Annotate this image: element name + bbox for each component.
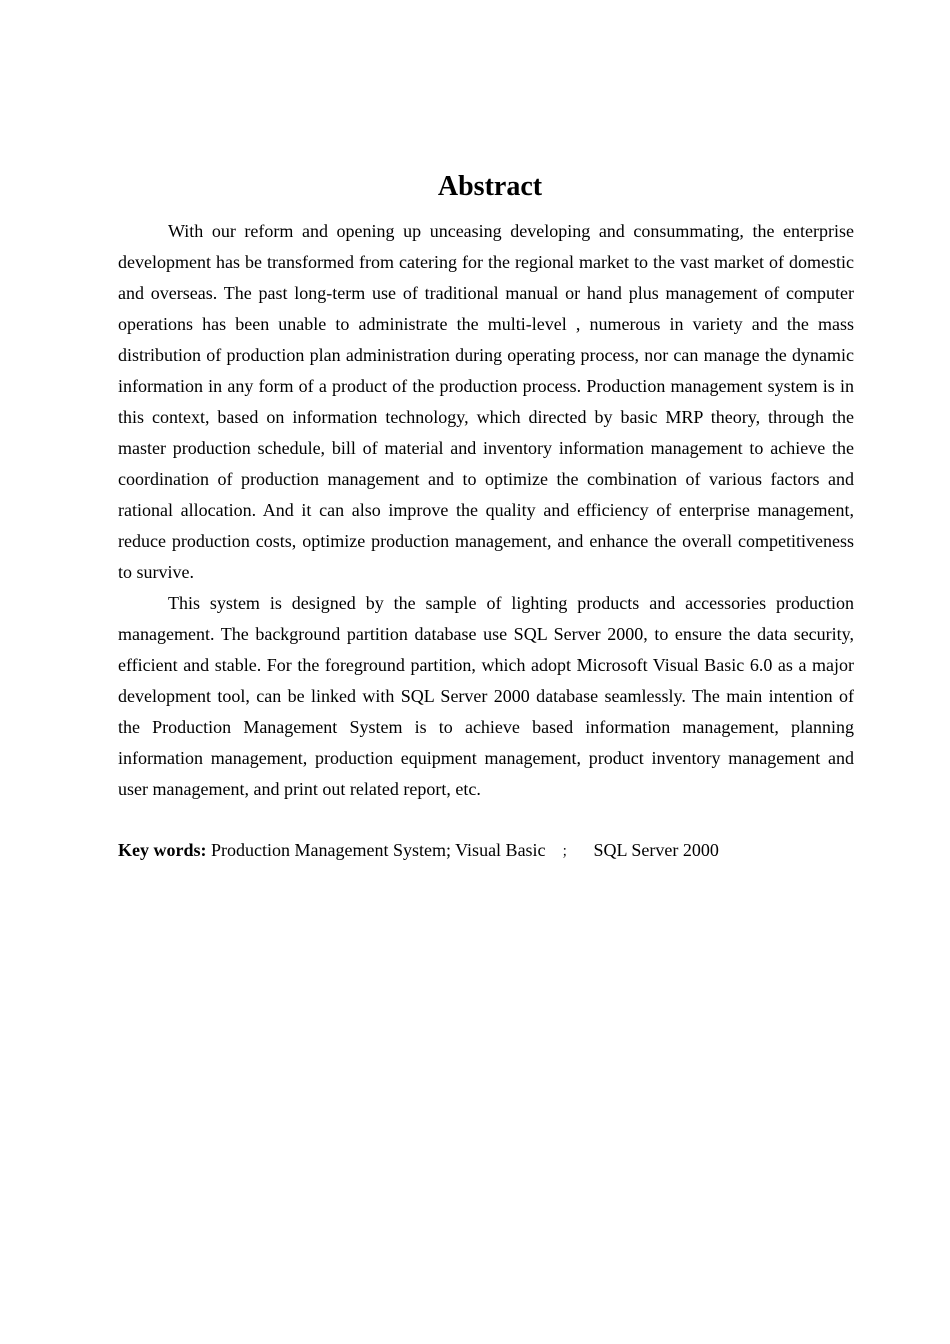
abstract-paragraph-1: With our reform and opening up unceasing developing and consummating, the enterprise development has be transformed from catering for the regional market to the vast market of domestic and overseas. The past long-term use of traditional manual or hand plus management of computer operations has been unable to administrate the multi-level , numerous in variety and the mass distribution of production plan administration during operating process, nor can manage the dynamic information in any form of a product of the production process. Production management system is in this context, based on information technology, which directed by basic MRP theory, through the master production schedule, bill of material and inventory information management to achieve the coordination of production management and to optimize the combination of various factors and rational allocation. And it can also improve the quality and efficiency of enterprise management, reduce production costs, optimize production management, and enhance the overall competitiveness to survive. (118, 221, 854, 582)
keywords-part-1: Production Management System; Visual Basic (206, 840, 546, 860)
keywords-label: Key words: (118, 840, 207, 860)
keywords-separator: ； (561, 845, 576, 860)
abstract-page (118, 168, 854, 868)
abstract-title: Abstract (437, 171, 543, 202)
keywords-part-2: SQL Server 2000 (593, 840, 719, 860)
keywords-line (118, 835, 854, 868)
abstract-paragraph-2: This system is designed by the sample of lighting products and accessories production management. The background partition database use SQL Server 2000, to ensure the data security, efficient and stable. For the foreground partition, which adopt Microsoft Visual Basic 6.0 as a major development tool, can be linked with SQL Server 2000 database seamlessly. The main intention of the Production Management System is to achieve based information management, planning information management, production equipment management, product inventory management and user management, and print out related report, etc. (118, 593, 854, 799)
